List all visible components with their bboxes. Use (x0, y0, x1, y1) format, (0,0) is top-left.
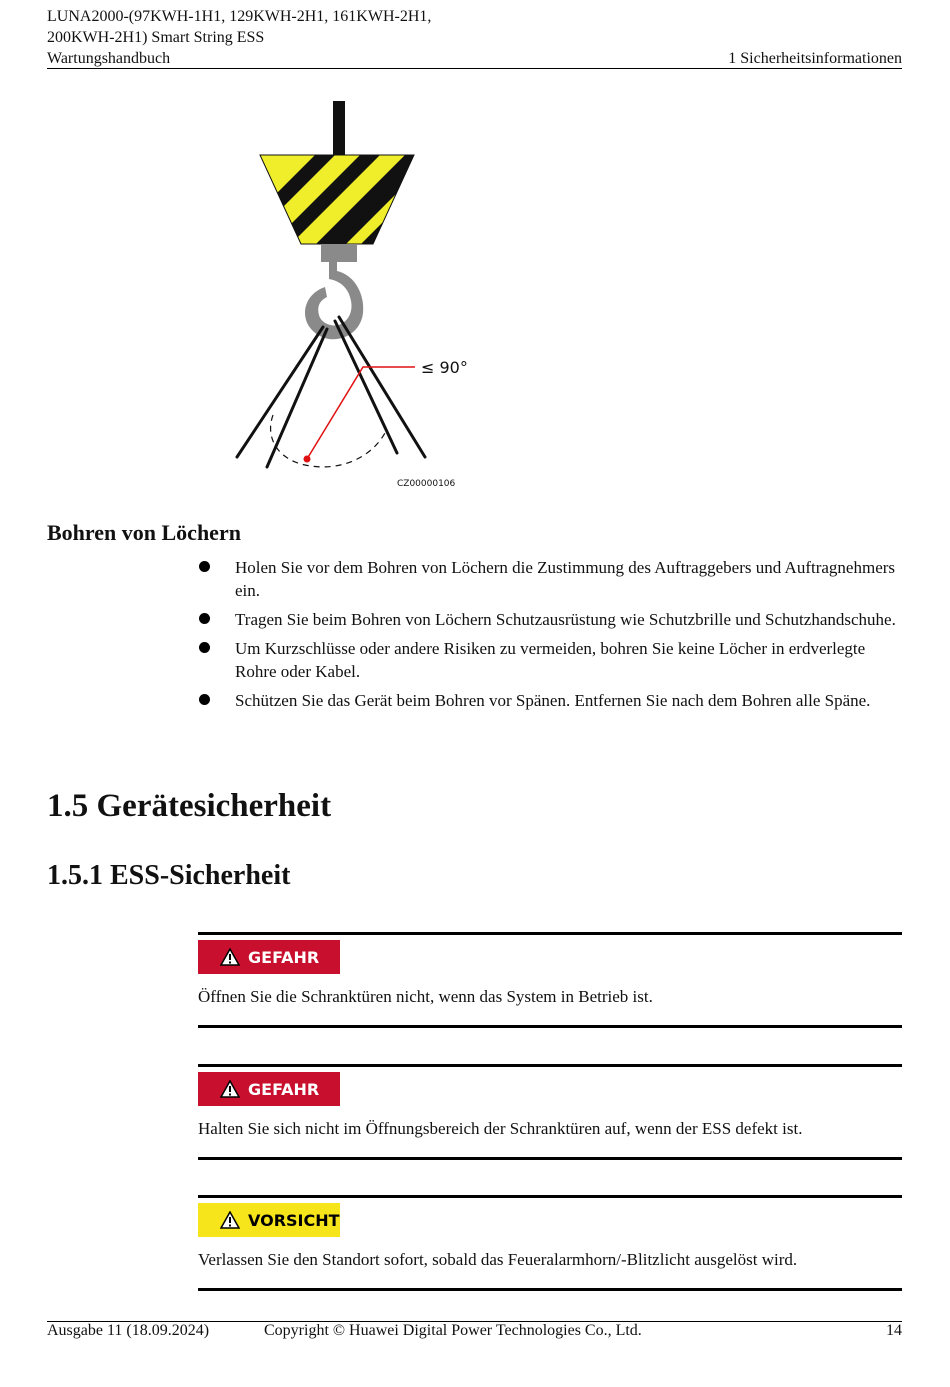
badge-label: GEFAHR (248, 947, 320, 967)
figure-code: CZ00000106 (397, 479, 456, 489)
danger-badge (198, 1072, 340, 1106)
section-heading-1-5: 1.5 Gerätesicherheit (47, 788, 332, 824)
bullet-icon (199, 694, 210, 705)
notice-text: Halten Sie sich nicht im Öffnungsbereich der Schranktüren auf, wenn der ESS defekt ist. (198, 1119, 803, 1138)
angle-label: ≤ 90° (421, 358, 468, 377)
notice-bottom-rule (198, 1288, 902, 1291)
crane-cable (333, 101, 345, 157)
list-item-text: Tragen Sie beim Bohren von Löchern Schutzausrüstung wie Schutzbrille und Schutzhandschuhe. (235, 610, 896, 629)
warning-triangle-icon (220, 948, 240, 966)
list-item (196, 608, 896, 631)
danger-notice (198, 1064, 902, 1160)
notice-bottom-rule (198, 1025, 902, 1028)
danger-badge (198, 940, 340, 974)
header-divider (47, 68, 902, 69)
notice-bottom-rule (198, 1157, 902, 1160)
hook-icon (305, 262, 363, 339)
list-item (196, 637, 896, 683)
list-item (196, 556, 896, 602)
footer-edition: Ausgabe 11 (18.09.2024) (47, 1322, 210, 1339)
caution-badge (198, 1203, 340, 1237)
header-title (47, 6, 431, 69)
sling-ropes (237, 317, 425, 467)
badge-label: GEFAHR (248, 1079, 320, 1099)
list-item-text: Holen Sie vor dem Bohren von Löchern die Zustimmung des Auftraggebers und Auftragnehmers ein. (235, 558, 896, 600)
bullet-icon (199, 561, 210, 572)
list-item-text: Schützen Sie das Gerät beim Bohren vor Spänen. Entfernen Sie nach dem Bohren alle Späne. (235, 691, 871, 710)
notice-text: Verlassen Sie den Standort sofort, sobald das Feueralarmhorn/-Blitzlicht ausgelöst wird. (198, 1250, 798, 1269)
crane-hook-figure (225, 95, 485, 495)
warning-triangle-icon (220, 1211, 240, 1229)
hook-shank (321, 244, 357, 262)
warning-triangle-icon (220, 1080, 240, 1098)
section-heading-1-5-1: 1.5.1 ESS-Sicherheit (47, 860, 291, 891)
header-chapter: 1 Sicherheitsinformationen (728, 50, 902, 67)
angle-marker (304, 456, 311, 463)
caution-notice (198, 1195, 902, 1291)
bullet-icon (199, 642, 210, 653)
list-item-text: Um Kurzschlüsse oder andere Risiken zu vermeiden, bohren Sie keine Löcher in erdverlegte Rohre oder Kabel. (235, 639, 866, 681)
header-title-line: LUNA2000-(97KWH-1H1, 129KWH-2H1, 161KWH-2H1, (47, 8, 432, 25)
notice-top-rule (198, 1064, 902, 1067)
header-title-line: 200KWH-2H1) Smart String ESS (47, 29, 265, 46)
footer-page-number: 14 (886, 1322, 902, 1339)
danger-notice (198, 932, 902, 1028)
drilling-bullet-list (196, 556, 896, 718)
notice-top-rule (198, 932, 902, 935)
badge-label: VORSICHT (248, 1210, 340, 1230)
header-title-line: Wartungshandbuch (47, 50, 171, 67)
notice-top-rule (198, 1195, 902, 1198)
section-heading-drilling: Bohren von Löchern (47, 520, 241, 545)
list-item (196, 689, 896, 712)
footer-copyright: Copyright © Huawei Digital Power Technologies Co., Ltd. (264, 1322, 642, 1339)
notice-text: Öffnen Sie die Schranktüren nicht, wenn das System in Betrieb ist. (198, 987, 653, 1006)
bullet-icon (199, 613, 210, 624)
